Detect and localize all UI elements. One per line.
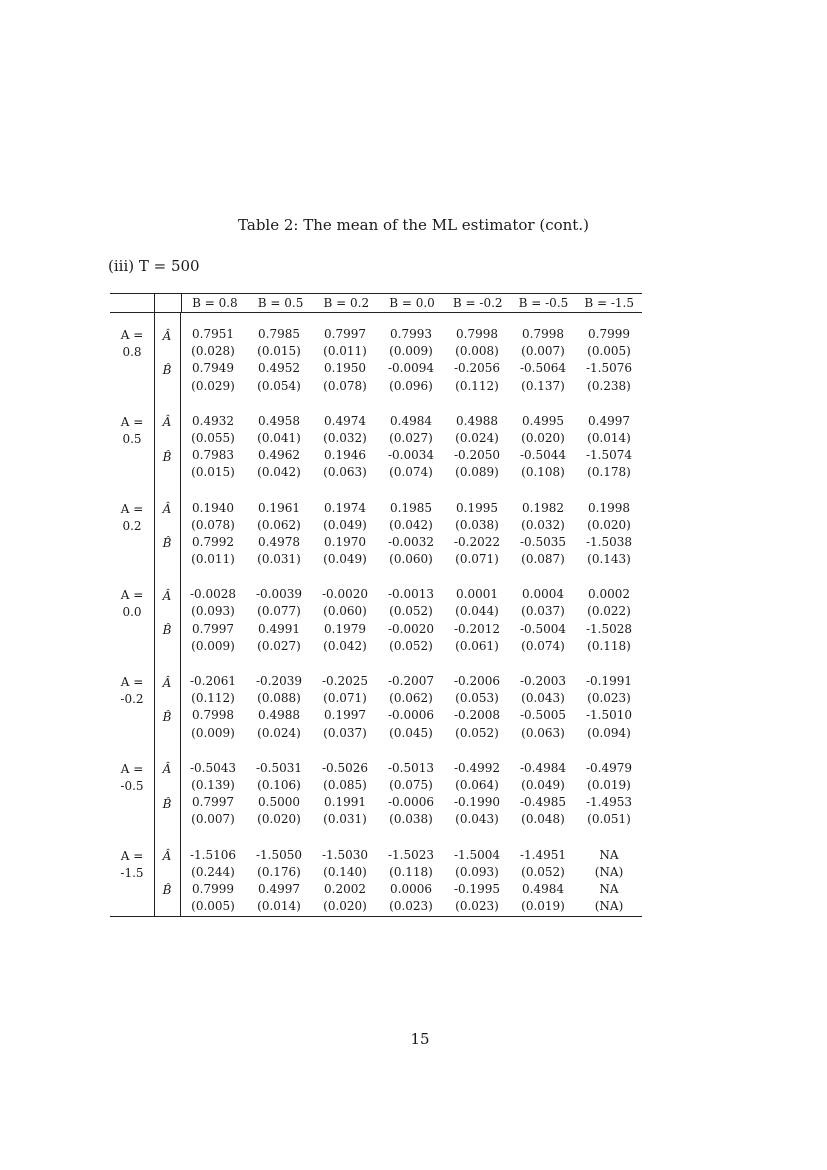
- column-header: B = -0.5: [518, 296, 569, 310]
- table-row: [110, 639, 642, 656]
- table-cell: (0.053): [455, 691, 499, 706]
- table-row: [110, 379, 642, 396]
- table-cell: (0.031): [323, 812, 367, 827]
- table-cell: (0.011): [323, 344, 367, 359]
- table-cell: (0.024): [257, 725, 301, 740]
- table-row: [110, 778, 642, 795]
- table-cell: (0.064): [455, 777, 499, 792]
- estimator-label: B̂: [162, 796, 172, 811]
- table-cell: (0.078): [323, 378, 367, 393]
- table-cell: (0.037): [323, 725, 367, 740]
- table-cell: 0.4962: [258, 448, 300, 463]
- table-cell: -0.0020: [387, 621, 435, 636]
- column-header: B = -0.2: [452, 296, 503, 310]
- table-cell: 0.4974: [324, 413, 366, 428]
- table-cell: -0.1991: [585, 674, 633, 688]
- table-cell: 0.1985: [390, 500, 432, 515]
- table-cell: (0.052): [455, 725, 499, 740]
- table-cell: -1.5050: [255, 847, 303, 862]
- table-cell: 0.1995: [456, 500, 498, 515]
- table-cell: -1.5028: [585, 621, 633, 636]
- table-cell: -0.0028: [189, 587, 237, 602]
- table-cell: (0.085): [323, 777, 367, 792]
- table-cell: 0.4984: [522, 881, 564, 896]
- table-cell: (0.060): [323, 604, 367, 619]
- table-cell: (0.061): [455, 638, 499, 653]
- table-cell: 0.1946: [324, 448, 366, 463]
- table-cell: -0.4979: [585, 760, 633, 775]
- table-cell: (0.019): [521, 899, 565, 914]
- table-cell: (0.009): [191, 725, 235, 740]
- a-value: -1.5: [120, 865, 144, 880]
- table-caption: Table 2: The mean of the ML estimator (cont.): [238, 216, 589, 234]
- table-cell: (0.042): [257, 465, 301, 480]
- table-cell: -0.2056: [453, 361, 501, 376]
- a-label: A =: [120, 414, 144, 429]
- estimator-label: B̂: [162, 449, 172, 464]
- table-cell: 0.7999: [588, 327, 630, 341]
- table-cell: (0.029): [191, 378, 235, 393]
- table-row: [110, 448, 642, 465]
- table-cell: 0.7949: [192, 361, 234, 376]
- table-cell: 0.1950: [324, 361, 366, 376]
- table-cell: (0.049): [323, 552, 367, 567]
- table-cell: -0.0039: [255, 587, 303, 602]
- table-cell: 0.0006: [390, 881, 432, 896]
- table-cell: (0.042): [389, 517, 433, 532]
- table-cell: 0.4952: [258, 361, 300, 376]
- table-cell: 0.4932: [192, 413, 234, 428]
- table-row: [110, 674, 642, 691]
- table-cell: (0.071): [455, 552, 499, 567]
- table-cell: -1.4951: [519, 847, 567, 862]
- table-cell: -0.5043: [189, 760, 237, 775]
- a-label: A =: [120, 675, 144, 689]
- table-cell: -0.2025: [321, 674, 369, 688]
- row-group: [110, 569, 642, 656]
- a-label: A =: [120, 588, 144, 603]
- table-cell: (0.015): [191, 465, 235, 480]
- table-cell: (0.075): [389, 777, 433, 792]
- table-cell: 0.2002: [324, 881, 366, 896]
- table-cell: -0.5044: [519, 448, 567, 463]
- table-cell: 0.4995: [522, 413, 564, 428]
- table-cell: -0.5064: [519, 361, 567, 376]
- table-cell: 0.1940: [192, 500, 234, 515]
- table-cell: (0.052): [389, 638, 433, 653]
- table-cell: (0.014): [587, 430, 631, 445]
- estimator-label: Â: [162, 849, 172, 864]
- column-header: B = 0.8: [192, 296, 238, 310]
- table-cell: (0.023): [455, 899, 499, 914]
- table-cell: (0.051): [587, 812, 631, 827]
- table-cell: -0.4984: [519, 760, 567, 775]
- table-cell: (0.074): [389, 465, 433, 480]
- table-cell: (0.020): [587, 517, 631, 532]
- table-cell: 0.4984: [390, 413, 432, 428]
- a-value: 0.0: [122, 605, 142, 620]
- table-row: [110, 414, 642, 431]
- table-cell: 0.4997: [258, 881, 300, 896]
- table-body: [110, 313, 642, 916]
- column-divider: [180, 313, 181, 916]
- table-row: [110, 899, 642, 916]
- table-cell: (0.094): [587, 725, 631, 740]
- table-cell: 0.1997: [324, 708, 366, 723]
- table-cell: (0.023): [587, 691, 631, 706]
- a-label: A =: [120, 761, 144, 776]
- table-cell: (0.049): [521, 777, 565, 792]
- table-cell: (0.089): [455, 465, 499, 480]
- a-label: A =: [120, 848, 144, 863]
- table-cell: (0.020): [257, 812, 301, 827]
- table-cell: 0.4958: [258, 413, 300, 428]
- table-cell: -0.4985: [519, 795, 567, 810]
- estimator-label: B̂: [162, 623, 172, 638]
- table-cell: 0.4978: [258, 534, 300, 549]
- table-cell: -0.2006: [453, 674, 501, 688]
- table-cell: -0.2008: [453, 708, 501, 723]
- a-label: A =: [120, 501, 144, 516]
- table-cell: (0.244): [191, 864, 235, 879]
- table-cell: (0.118): [587, 638, 631, 653]
- estimator-label: Â: [162, 328, 172, 343]
- table-cell: (0.042): [323, 638, 367, 653]
- table-row: [110, 327, 642, 344]
- table-cell: (0.052): [389, 604, 433, 619]
- table-cell: (NA): [594, 864, 624, 879]
- table-cell: (0.071): [323, 691, 367, 706]
- column-header: B = -1.5: [584, 296, 634, 310]
- table-cell: (0.019): [587, 777, 631, 792]
- table-cell: NA: [599, 881, 619, 896]
- column-header: B = 0.0: [389, 296, 435, 310]
- table-cell: 0.1991: [324, 795, 366, 810]
- table-cell: -1.5004: [453, 847, 501, 862]
- table-cell: (0.005): [191, 899, 235, 914]
- table-cell: (0.139): [191, 777, 235, 792]
- page-number: 15: [410, 1030, 430, 1048]
- table-cell: 0.0001: [456, 587, 498, 602]
- table-cell: (0.009): [389, 344, 433, 359]
- table-cell: (0.037): [521, 604, 565, 619]
- table-cell: (0.045): [389, 725, 433, 740]
- table-cell: (0.014): [257, 899, 301, 914]
- table-cell: -1.5030: [321, 847, 369, 862]
- table-cell: (0.096): [389, 378, 433, 393]
- table-cell: (0.044): [455, 604, 499, 619]
- table-cell: -0.2039: [255, 674, 303, 688]
- row-group: [110, 396, 642, 483]
- table-cell: (0.063): [323, 465, 367, 480]
- table-cell: 0.7983: [192, 448, 234, 463]
- table-cell: -0.0034: [387, 448, 435, 463]
- table-cell: (0.007): [191, 812, 235, 827]
- table-cell: 0.7998: [456, 327, 498, 341]
- estimator-label: Â: [162, 675, 172, 690]
- table-cell: -1.5010: [585, 708, 633, 723]
- row-group: [110, 743, 642, 830]
- a-value: 0.8: [122, 345, 142, 360]
- header-row: [110, 294, 642, 312]
- table-cell: (0.032): [323, 430, 367, 445]
- table-cell: 0.0002: [588, 587, 630, 602]
- table-cell: -0.1995: [453, 881, 501, 896]
- table-cell: (0.022): [587, 604, 631, 619]
- table-cell: (0.020): [521, 430, 565, 445]
- table-cell: 0.0004: [522, 587, 564, 602]
- table-cell: (0.143): [587, 552, 631, 567]
- table-cell: (0.052): [521, 864, 565, 879]
- row-group: [110, 483, 642, 570]
- a-value: -0.2: [120, 692, 144, 707]
- table-cell: (0.031): [257, 552, 301, 567]
- table-cell: (0.048): [521, 812, 565, 827]
- table-cell: (0.015): [257, 344, 301, 359]
- table-cell: (0.038): [389, 812, 433, 827]
- table-row: [110, 691, 642, 708]
- table-row: [110, 431, 642, 448]
- table-cell: (0.008): [455, 344, 499, 359]
- table-cell: (0.038): [455, 517, 499, 532]
- table-cell: -0.2022: [453, 534, 501, 549]
- table-cell: (0.063): [521, 725, 565, 740]
- column-header: B = 0.2: [323, 296, 370, 310]
- table-cell: -0.2050: [453, 448, 501, 463]
- table-cell: 0.7993: [390, 327, 432, 341]
- row-group: [110, 830, 642, 917]
- table-cell: 0.5000: [258, 795, 300, 810]
- table-subtitle: (iii) T = 500: [108, 257, 200, 275]
- table-cell: -0.0006: [387, 708, 435, 723]
- table-cell: (0.005): [587, 344, 631, 359]
- table-cell: 0.7951: [192, 327, 234, 341]
- table-cell: -0.2061: [189, 674, 237, 688]
- table-row: [110, 708, 642, 725]
- table-cell: (0.024): [455, 430, 499, 445]
- table-cell: (0.087): [521, 552, 565, 567]
- bottom-rule: [110, 916, 642, 917]
- table-cell: -0.4992: [453, 760, 501, 775]
- table-cell: (0.176): [257, 864, 301, 879]
- row-group: [110, 656, 642, 743]
- table-cell: (0.074): [521, 638, 565, 653]
- column-header: B = 0.5: [257, 296, 304, 310]
- table-row: [110, 795, 642, 812]
- table-cell: 0.7992: [192, 534, 234, 549]
- table-cell: -0.5005: [519, 708, 567, 723]
- table-cell: (0.078): [191, 517, 235, 532]
- table-cell: 0.7997: [192, 795, 234, 810]
- table-cell: (0.054): [257, 378, 301, 393]
- table-row: [110, 552, 642, 569]
- a-label: A =: [120, 328, 144, 342]
- table-cell: 0.1982: [522, 500, 564, 515]
- table-cell: -1.5023: [387, 847, 435, 862]
- table-row: [110, 761, 642, 778]
- table-cell: (0.060): [389, 552, 433, 567]
- table-row: [110, 882, 642, 899]
- table-cell: 0.7997: [324, 327, 366, 341]
- table-row: [110, 622, 642, 639]
- table-cell: -0.0006: [387, 795, 435, 810]
- table-cell: -0.0094: [387, 361, 435, 376]
- table-cell: (0.093): [191, 604, 235, 619]
- a-value: -0.5: [120, 778, 144, 793]
- table-cell: -0.5031: [255, 760, 303, 775]
- table-cell: -0.2003: [519, 674, 567, 688]
- results-table: [110, 293, 642, 917]
- table-cell: (0.049): [323, 517, 367, 532]
- estimator-label: Â: [162, 502, 172, 517]
- table-row: [110, 587, 642, 604]
- table-row: [110, 344, 642, 361]
- estimator-label: B̂: [162, 536, 172, 551]
- a-value: 0.5: [122, 431, 142, 446]
- table-cell: 0.7985: [258, 327, 300, 341]
- table-cell: 0.1974: [324, 500, 366, 515]
- table-cell: (0.041): [257, 430, 301, 445]
- table-cell: (0.062): [389, 691, 433, 706]
- table-cell: (0.032): [521, 517, 565, 532]
- table-cell: (0.011): [191, 552, 235, 567]
- table-cell: (0.043): [521, 691, 565, 706]
- table-cell: (0.009): [191, 638, 235, 653]
- table-cell: 0.7998: [522, 327, 564, 341]
- table-row: [110, 361, 642, 378]
- table-cell: (0.112): [455, 378, 499, 393]
- table-cell: -0.1990: [453, 795, 501, 810]
- table-cell: (0.020): [323, 899, 367, 914]
- estimator-label: Â: [162, 415, 172, 430]
- table-cell: (0.238): [587, 378, 631, 393]
- table-cell: -0.2012: [453, 621, 501, 636]
- table-cell: 0.1961: [258, 500, 300, 515]
- table-cell: -1.5074: [585, 448, 633, 463]
- table-cell: -0.0032: [387, 534, 435, 549]
- estimator-label: B̂: [162, 362, 172, 377]
- table-cell: (0.027): [389, 430, 433, 445]
- table-cell: -0.0013: [387, 587, 435, 602]
- estimator-label: Â: [162, 762, 172, 777]
- a-value: 0.2: [122, 518, 142, 533]
- table-row: [110, 465, 642, 482]
- table-cell: (0.137): [521, 378, 565, 393]
- column-divider: [154, 313, 155, 916]
- table-cell: 0.4988: [456, 413, 498, 428]
- table-cell: (0.077): [257, 604, 301, 619]
- table-cell: NA: [599, 847, 619, 862]
- table-cell: (0.178): [587, 465, 631, 480]
- estimator-label: B̂: [162, 709, 172, 724]
- table-cell: 0.4991: [258, 621, 300, 636]
- table-cell: 0.4997: [588, 413, 630, 428]
- table-row: [110, 865, 642, 882]
- table-cell: (0.023): [389, 899, 433, 914]
- table-cell: -1.4953: [585, 795, 633, 810]
- table-cell: 0.1970: [324, 534, 366, 549]
- estimator-label: B̂: [162, 883, 172, 898]
- table-cell: -1.5038: [585, 534, 633, 549]
- table-cell: (0.112): [191, 691, 235, 706]
- table-cell: (0.043): [455, 812, 499, 827]
- table-cell: -1.5076: [585, 361, 633, 376]
- table-cell: -1.5106: [189, 847, 237, 862]
- table-cell: -0.5026: [321, 760, 369, 775]
- table-cell: (0.027): [257, 638, 301, 653]
- table-cell: (0.062): [257, 517, 301, 532]
- table-cell: -0.5004: [519, 621, 567, 636]
- table-cell: 0.1979: [324, 621, 366, 636]
- table-cell: -0.2007: [387, 674, 435, 688]
- table-row: [110, 812, 642, 829]
- table-cell: (0.088): [257, 691, 301, 706]
- table-row: [110, 518, 642, 535]
- table-cell: 0.4988: [258, 708, 300, 723]
- table-row: [110, 535, 642, 552]
- row-group: [110, 313, 642, 396]
- table-cell: 0.7999: [192, 881, 234, 896]
- table-cell: 0.7998: [192, 708, 234, 723]
- table-cell: (0.118): [389, 864, 433, 879]
- table-cell: (0.093): [455, 864, 499, 879]
- table-cell: (0.028): [191, 344, 235, 359]
- table-cell: -0.0020: [321, 587, 369, 602]
- table-row: [110, 604, 642, 621]
- table-cell: (NA): [594, 899, 624, 914]
- estimator-label: Â: [162, 588, 172, 603]
- table-cell: (0.108): [521, 465, 565, 480]
- table-cell: (0.007): [521, 344, 565, 359]
- table-cell: 0.7997: [192, 621, 234, 636]
- table-row: [110, 848, 642, 865]
- table-row: [110, 726, 642, 743]
- table-cell: (0.055): [191, 430, 235, 445]
- table-cell: -0.5035: [519, 534, 567, 549]
- table-row: [110, 501, 642, 518]
- table-cell: (0.140): [323, 864, 367, 879]
- table-cell: -0.5013: [387, 760, 435, 775]
- table-cell: 0.1998: [588, 500, 630, 515]
- table-cell: (0.106): [257, 777, 301, 792]
